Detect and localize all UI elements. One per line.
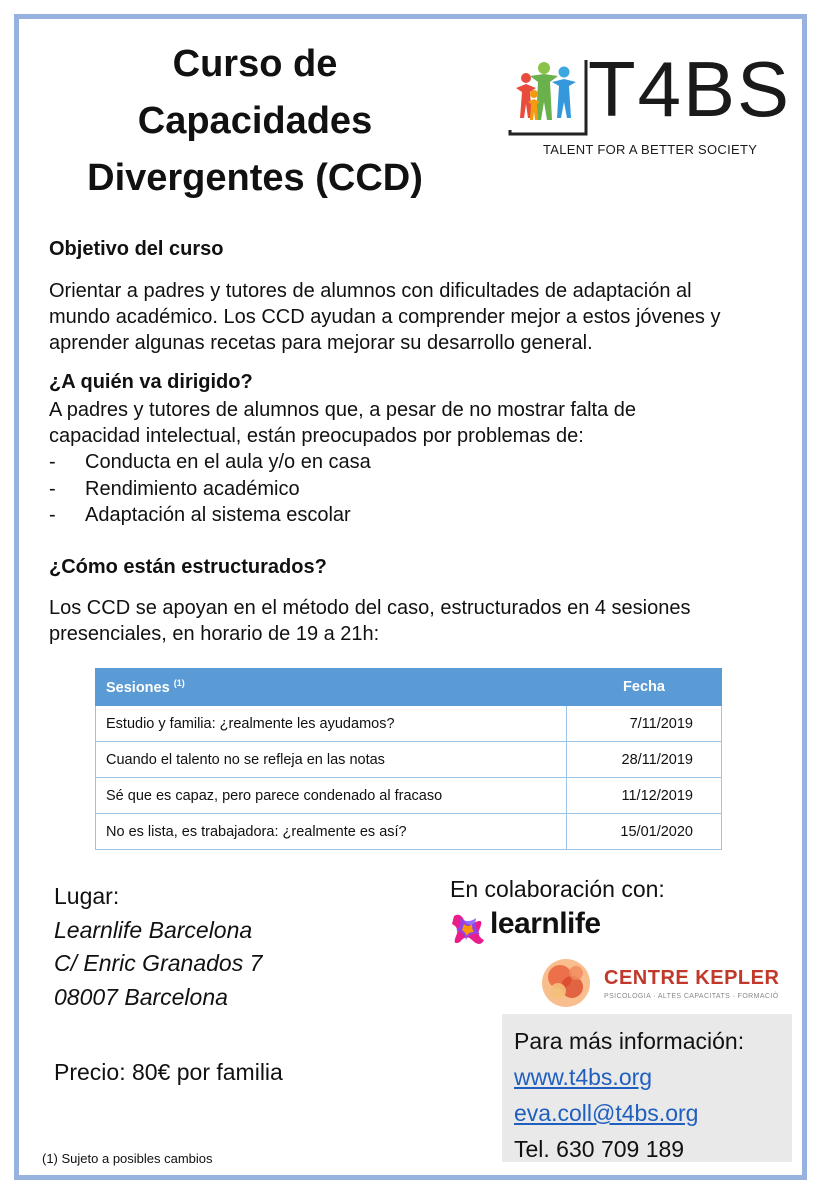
session-cell: Cuando el talento no se refleja en las notas bbox=[96, 742, 567, 778]
header-fecha: Fecha bbox=[567, 669, 722, 706]
phone-number: Tel. 630 709 189 bbox=[514, 1136, 685, 1162]
header-sesiones-label: Sesiones bbox=[106, 679, 170, 696]
header-sesiones bbox=[96, 669, 567, 706]
learnlife-wordmark: learnlife bbox=[490, 907, 601, 940]
dirigido-heading: ¿A quién va dirigido? bbox=[49, 371, 253, 393]
price: Precio: 80€ por familia bbox=[54, 1059, 283, 1085]
logo-wordmark: T4BS bbox=[588, 45, 792, 133]
header-note: (1) bbox=[173, 678, 185, 689]
date-cell: 15/01/2020 bbox=[567, 814, 722, 850]
website-link[interactable]: www.t4bs.org bbox=[514, 1064, 653, 1090]
text-line: capacidad intelectual, están preocupados por problemas de: bbox=[49, 425, 584, 447]
list-item: - Conducta en el aula y/o en casa bbox=[49, 449, 371, 476]
estructura-heading: ¿Cómo están estructurados? bbox=[49, 556, 327, 578]
kepler-wordmark: CENTRE KEPLER bbox=[604, 967, 780, 989]
estructura-text bbox=[49, 595, 794, 647]
title-line: Capacidades bbox=[137, 100, 373, 142]
logo-tagline: TALENT FOR A BETTER SOCIETY bbox=[543, 142, 758, 157]
table-row bbox=[96, 742, 722, 778]
date-cell: 11/12/2019 bbox=[567, 778, 722, 814]
footnote: (1) Sujeto a posibles cambios bbox=[42, 1151, 213, 1166]
collaboration-label: En colaboración con: bbox=[450, 876, 665, 902]
text-line: mundo académico. Los CCD ayudan a comprender mejor a estos jóvenes y bbox=[49, 306, 721, 328]
info-box bbox=[502, 1014, 792, 1162]
table-row bbox=[96, 706, 722, 742]
sessions-table bbox=[95, 668, 722, 850]
text-line: A padres y tutores de alumnos que, a pesar de no mostrar falta de bbox=[49, 399, 637, 421]
text-line: Orientar a padres y tutores de alumnos con dificultades de adaptación al bbox=[49, 280, 692, 302]
email-link[interactable]: eva.coll@t4bs.org bbox=[514, 1100, 699, 1126]
location-line: C/ Enric Granados 7 bbox=[54, 950, 263, 976]
text-line: presenciales, en horario de 19 a 21h: bbox=[49, 623, 380, 645]
location-label: Lugar: bbox=[54, 883, 120, 909]
title-line: Curso de bbox=[172, 43, 338, 85]
dirigido-text bbox=[49, 397, 794, 449]
table-header-row bbox=[96, 669, 722, 706]
page-title bbox=[50, 36, 460, 207]
date-cell: 7/11/2019 bbox=[567, 706, 722, 742]
objetivo-heading: Objetivo del curso bbox=[49, 238, 224, 260]
location-line: 08007 Barcelona bbox=[54, 983, 228, 1010]
kepler-tagline: PSICOLOGIA · ALTES CAPACITATS · FORMACIÓ bbox=[604, 993, 779, 1000]
location-line: Learnlife Barcelona bbox=[54, 916, 253, 943]
title-line: Divergentes (CCD) bbox=[87, 157, 423, 199]
list-item: - Adaptación al sistema escolar bbox=[49, 502, 371, 529]
session-cell: Sé que es capaz, pero parece condenado al fracaso bbox=[96, 778, 567, 814]
session-cell: Estudio y familia: ¿realmente les ayudamos? bbox=[96, 706, 567, 742]
info-label: Para más información: bbox=[514, 1028, 745, 1054]
session-cell: No es lista, es trabajadora: ¿realmente es así? bbox=[96, 814, 567, 850]
location-block bbox=[54, 880, 262, 1014]
text-line: Los CCD se apoyan en el método del caso, estructurados en 4 sesiones bbox=[49, 597, 691, 619]
objetivo-text bbox=[49, 278, 794, 356]
problem-list bbox=[49, 449, 371, 529]
date-cell: 28/11/2019 bbox=[567, 742, 722, 778]
table-row bbox=[96, 778, 722, 814]
text-line: aprender algunas recetas para mejorar su desarrollo general. bbox=[49, 332, 593, 354]
list-item: - Rendimiento académico bbox=[49, 476, 371, 503]
table-row bbox=[96, 814, 722, 850]
